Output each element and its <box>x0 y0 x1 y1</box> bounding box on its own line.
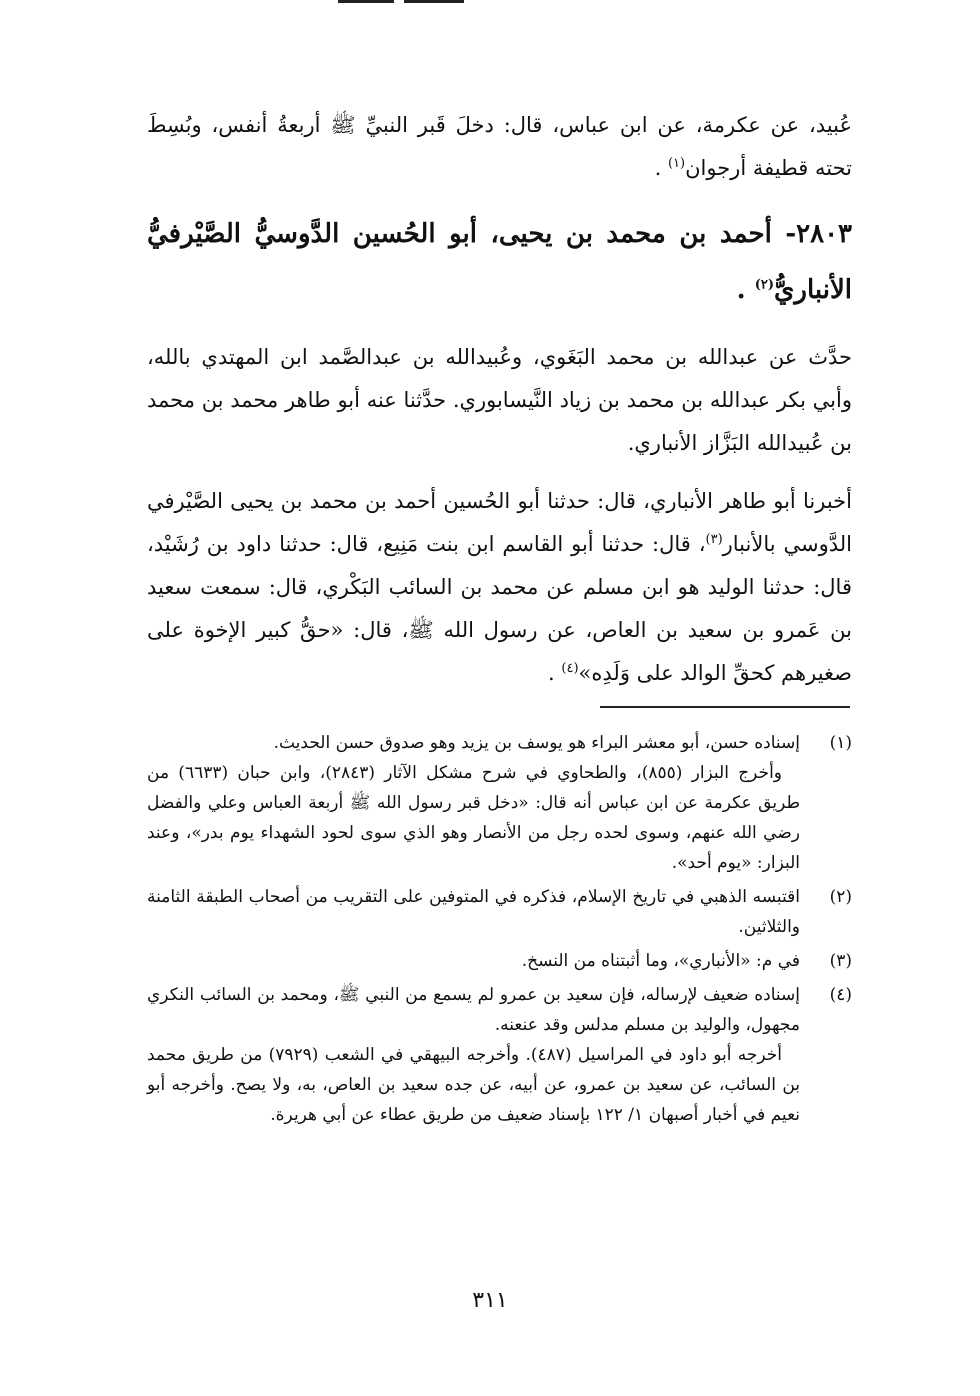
footnote-body <box>147 728 800 878</box>
footnote-ref-3[interactable]: (٣) <box>705 532 723 547</box>
footnote-separator <box>600 706 850 708</box>
biography-paragraph <box>147 336 852 465</box>
hadith-text-end: . <box>548 661 562 685</box>
header-rule <box>338 0 394 13</box>
footnote <box>147 980 852 1130</box>
footnote-text: في م: «الأنباري»، وما أثبتناه من النسخ. <box>521 951 800 971</box>
page-number: ٣١١ <box>472 1288 508 1313</box>
hadith-paragraph <box>147 480 852 695</box>
footnote-text: إسناده ضعيف لإرساله، فإن سعيد بن عمرو لم يسمع من النبي ﷺ، ومحمد بن السائب النكري مجهول، والوليد بن مسلم مدلس وقد عنعنه. <box>147 985 800 1035</box>
entry-continuation <box>147 104 852 190</box>
entry-continuation-text: عُبيد، عن عكرمة، عن ابن عباس، قال: دخلَ قَبر النبيِّ ﷺ أربعةُ أنفس، وبُسِطَ تحته قطيفة أرجوان <box>147 113 852 180</box>
biography-text: حدَّث عن عبدالله بن محمد البَغَوي، وعُبيدالله بن عبدالصَّمد ابن المهتدي بالله، وأبي بكر عبدالله بن محمد بن زياد النَّيسابوري. حدَّثنا عنه أبو طاهر محمد بن محمد بن عُبيدالله البَزَّاز الأنباري. <box>147 345 852 455</box>
entry-heading-end: . <box>736 275 755 305</box>
entry-continuation-end: . <box>654 156 668 180</box>
footnote-ref-2[interactable]: (٢) <box>754 277 775 293</box>
header-rule-2 <box>404 0 464 13</box>
footnote-number: (٣) <box>829 951 852 971</box>
entry-heading-text: ٢٨٠٣- أحمد بن محمد بن يحيى، أبو الحُسين الدَّوسيُّ الصَّيْرفيُّ الأنباريُّ <box>147 219 852 305</box>
footnote-number: (٤) <box>829 985 852 1005</box>
footnote-extra: وأخرج البزار (٨٥٥)، والطحاوي في شرح مشكل الآثار (٢٨٤٣)، وابن حبان (٦٦٣٣) من طريق عكرمة عن ابن عباس أنه قال: «دخل قبر رسول الله ﷺ أربعة العباس وعلي والفضل رضي الله عنهم، وسوى لحده رجل من الأنصار وهو الذي سوى لحود الشهداء يوم بدر»، وعند البزار: «يوم أحد». <box>147 763 800 873</box>
footnote-body <box>147 980 800 1130</box>
footnote-number: (٢) <box>829 887 852 907</box>
footnote-extra: أخرجه أبو داود في المراسيل (٤٨٧). وأخرجه البيهقي في الشعب (٧٩٢٩) من طريق محمد بن السائب، عن سعيد بن عمرو، عن أبيه، عن جده سعيد بن العاص، به، ولا يصح. وأخرجه أبو نعيم في أخبار أصبهان ١/ ١٢٢ بإسناد ضعيف من طريق عطاء عن أبي هريرة. <box>147 1045 800 1125</box>
footnote-number: (١) <box>829 733 852 753</box>
footnote <box>147 882 852 942</box>
footnote-text: إسناده حسن، أبو معشر البراء هو يوسف بن يزيد وهو صدوق حسن الحديث. <box>273 733 800 753</box>
hadith-text-part1: أخبرنا أبو طاهر الأنباري، قال: حدثنا أبو الحُسين أحمد بن محمد بن يحيى الصَّيْرفي الدَّوسي بالأنبار <box>147 489 852 556</box>
footnote-ref-1[interactable]: (١) <box>667 156 686 171</box>
footnote-text: اقتبسه الذهبي في تاريخ الإسلام، فذكره في المتوفين على التقريب من أصحاب الطبقة الثامنة والثلاثين. <box>147 887 800 937</box>
footnote-ref-4[interactable]: (٤) <box>561 661 579 676</box>
footnotes-section <box>147 728 852 1134</box>
entry-heading <box>147 206 852 318</box>
footnote-body <box>147 946 800 976</box>
footnote <box>147 946 852 976</box>
footnote <box>147 728 852 878</box>
hadith-text-part2: ، قال: حدثنا أبو القاسم ابن بنت مَنِيع، قال: حدثنا داود بن رُشَيْد، قال: حدثنا الوليد هو ابن مسلم عن محمد بن السائب البَكْري، قال: سمعت سعيد بن عَمرو بن سعيد بن العاص، عن رسول الله ﷺ، قال: «حقُّ كبير الإخوة على صغيرهم كحقِّ الوالد على وَلَدِه» <box>147 532 852 685</box>
footnote-body <box>147 882 800 942</box>
